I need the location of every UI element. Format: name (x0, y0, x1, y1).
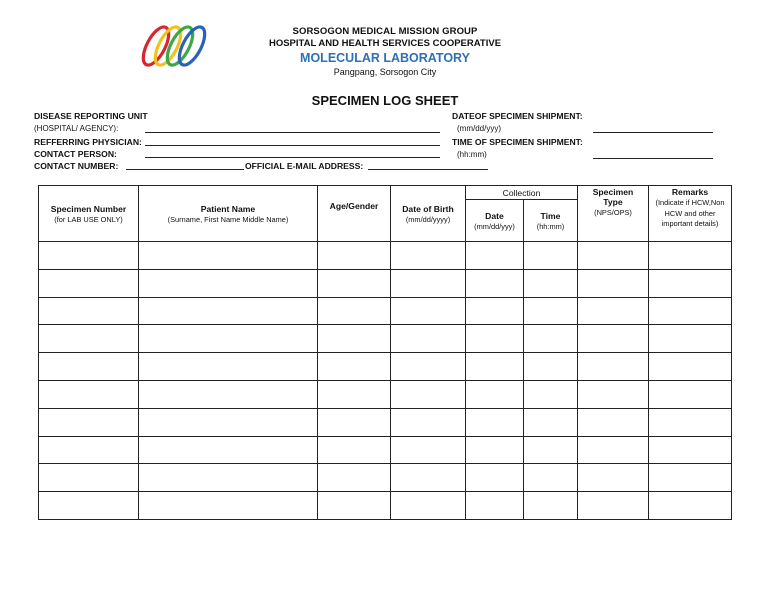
email-label: OFFICIAL E-MAIL ADDRESS: (245, 161, 364, 171)
col-specimen-type: Specimen Type (NPS/OPS) (578, 186, 649, 242)
table-cell[interactable] (578, 492, 649, 520)
date-shipment-label: DATEOF SPECIMEN SHIPMENT: (452, 111, 583, 121)
table-cell[interactable] (524, 408, 578, 436)
table-cell[interactable] (39, 380, 139, 408)
time-shipment-field[interactable] (593, 158, 713, 159)
table-cell[interactable] (649, 325, 732, 353)
table-cell[interactable] (649, 380, 732, 408)
table-cell[interactable] (391, 492, 466, 520)
specimen-log-table (38, 185, 732, 520)
table-cell[interactable] (578, 408, 649, 436)
table-cell[interactable] (139, 242, 318, 270)
contact-number-field[interactable] (126, 169, 244, 170)
table-cell[interactable] (391, 408, 466, 436)
cooperative-logo (136, 22, 208, 70)
table-cell[interactable] (139, 380, 318, 408)
table-row (39, 297, 732, 325)
table-cell[interactable] (466, 353, 524, 381)
table-cell[interactable] (524, 492, 578, 520)
table-cell[interactable] (39, 242, 139, 270)
col-date-of-birth: Date of Birth (mm/dd/yyyy) (391, 186, 466, 242)
email-field[interactable] (368, 169, 488, 170)
table-cell[interactable] (578, 436, 649, 464)
contact-person-label: CONTACT PERSON: (34, 149, 117, 159)
table-row (39, 464, 732, 492)
table-cell[interactable] (466, 380, 524, 408)
table-cell[interactable] (524, 464, 578, 492)
table-cell[interactable] (466, 297, 524, 325)
time-format-hint: (hh:mm) (457, 150, 487, 159)
referring-physician-field[interactable] (145, 145, 440, 146)
log-body (39, 242, 732, 520)
address: Pangpang, Sorsogon City (333, 67, 437, 77)
date-shipment-field[interactable] (593, 132, 713, 133)
table-cell[interactable] (578, 353, 649, 381)
table-cell[interactable] (391, 242, 466, 270)
table-cell[interactable] (139, 325, 318, 353)
table-row (39, 269, 732, 297)
contact-person-field[interactable] (145, 157, 440, 158)
table-cell[interactable] (391, 380, 466, 408)
table-cell[interactable] (318, 353, 391, 381)
time-shipment-label: TIME OF SPECIMEN SHIPMENT: (452, 137, 583, 147)
contact-number-label: CONTACT NUMBER: (34, 161, 119, 171)
table-cell[interactable] (391, 436, 466, 464)
table-cell[interactable] (391, 269, 466, 297)
page-title: SPECIMEN LOG SHEET (311, 93, 459, 108)
table-cell[interactable] (466, 464, 524, 492)
table-row (39, 436, 732, 464)
lab-name: MOLECULAR LABORATORY (300, 51, 470, 65)
table-cell[interactable] (578, 297, 649, 325)
col-collection: Collection (466, 186, 578, 200)
table-cell[interactable] (139, 436, 318, 464)
table-cell[interactable] (318, 297, 391, 325)
table-cell[interactable] (39, 353, 139, 381)
table-cell[interactable] (578, 464, 649, 492)
table-cell[interactable] (391, 464, 466, 492)
table-cell[interactable] (39, 464, 139, 492)
table-cell[interactable] (524, 297, 578, 325)
col-collection-time: Time (hh:mm) (524, 200, 578, 242)
hospital-agency-label: (HOSPITAL/ AGENCY): (34, 124, 119, 133)
table-cell[interactable] (649, 353, 732, 381)
table-cell[interactable] (318, 408, 391, 436)
date-format-hint: (mm/dd/yyy) (457, 124, 501, 133)
col-age-gender: Age/Gender (318, 186, 391, 242)
hospital-agency-field[interactable] (145, 132, 440, 133)
table-cell[interactable] (578, 325, 649, 353)
table-cell[interactable] (524, 353, 578, 381)
col-collection-date: Date (mm/dd/yyy) (466, 200, 524, 242)
table-cell[interactable] (39, 269, 139, 297)
table-cell[interactable] (578, 242, 649, 270)
table-cell[interactable] (391, 353, 466, 381)
table-row (39, 242, 732, 270)
table-cell[interactable] (39, 492, 139, 520)
table-cell[interactable] (649, 408, 732, 436)
table-cell[interactable] (578, 269, 649, 297)
table-cell[interactable] (466, 269, 524, 297)
table-cell[interactable] (139, 269, 318, 297)
table-cell[interactable] (39, 297, 139, 325)
referring-physician-label: REFFERRING PHYSICIAN: (34, 137, 142, 147)
col-specimen-number: Specimen Number (for LAB USE ONLY) (39, 186, 139, 242)
col-remarks: Remarks (Indicate if HCW,Non HCW and other important details) (649, 186, 732, 242)
table-cell[interactable] (318, 242, 391, 270)
table-cell[interactable] (649, 436, 732, 464)
table-cell[interactable] (649, 464, 732, 492)
table-cell[interactable] (466, 242, 524, 270)
col-patient-name: Patient Name (Surname, First Name Middle Name) (139, 186, 318, 242)
table-cell[interactable] (578, 380, 649, 408)
table-cell[interactable] (139, 492, 318, 520)
table-row (39, 380, 732, 408)
table-cell[interactable] (391, 325, 466, 353)
table-cell[interactable] (318, 269, 391, 297)
table-cell[interactable] (649, 492, 732, 520)
table-cell[interactable] (466, 492, 524, 520)
table-cell[interactable] (649, 269, 732, 297)
table-row (39, 325, 732, 353)
org-name-line1: SORSOGON MEDICAL MISSION GROUP (292, 26, 478, 37)
table-cell[interactable] (466, 436, 524, 464)
table-cell[interactable] (139, 464, 318, 492)
table-cell[interactable] (524, 436, 578, 464)
disease-unit-label: DISEASE REPORTING UNIT (34, 111, 148, 121)
table-cell[interactable] (318, 325, 391, 353)
table-cell[interactable] (318, 464, 391, 492)
table-cell[interactable] (318, 436, 391, 464)
org-name-line2: HOSPITAL AND HEALTH SERVICES COOPERATIVE (268, 38, 502, 49)
table-cell[interactable] (466, 408, 524, 436)
table-row (39, 353, 732, 381)
table-row (39, 408, 732, 436)
table-cell[interactable] (649, 242, 732, 270)
table-cell[interactable] (139, 297, 318, 325)
table-cell[interactable] (318, 380, 391, 408)
table-cell[interactable] (524, 325, 578, 353)
table-cell[interactable] (649, 297, 732, 325)
table-cell[interactable] (524, 269, 578, 297)
table-cell[interactable] (139, 408, 318, 436)
table-cell[interactable] (39, 325, 139, 353)
table-cell[interactable] (139, 353, 318, 381)
table-cell[interactable] (524, 242, 578, 270)
table-cell[interactable] (466, 325, 524, 353)
table-row (39, 492, 732, 520)
table-cell[interactable] (39, 408, 139, 436)
table-cell[interactable] (524, 380, 578, 408)
table-cell[interactable] (39, 436, 139, 464)
table-cell[interactable] (391, 297, 466, 325)
table-cell[interactable] (318, 492, 391, 520)
